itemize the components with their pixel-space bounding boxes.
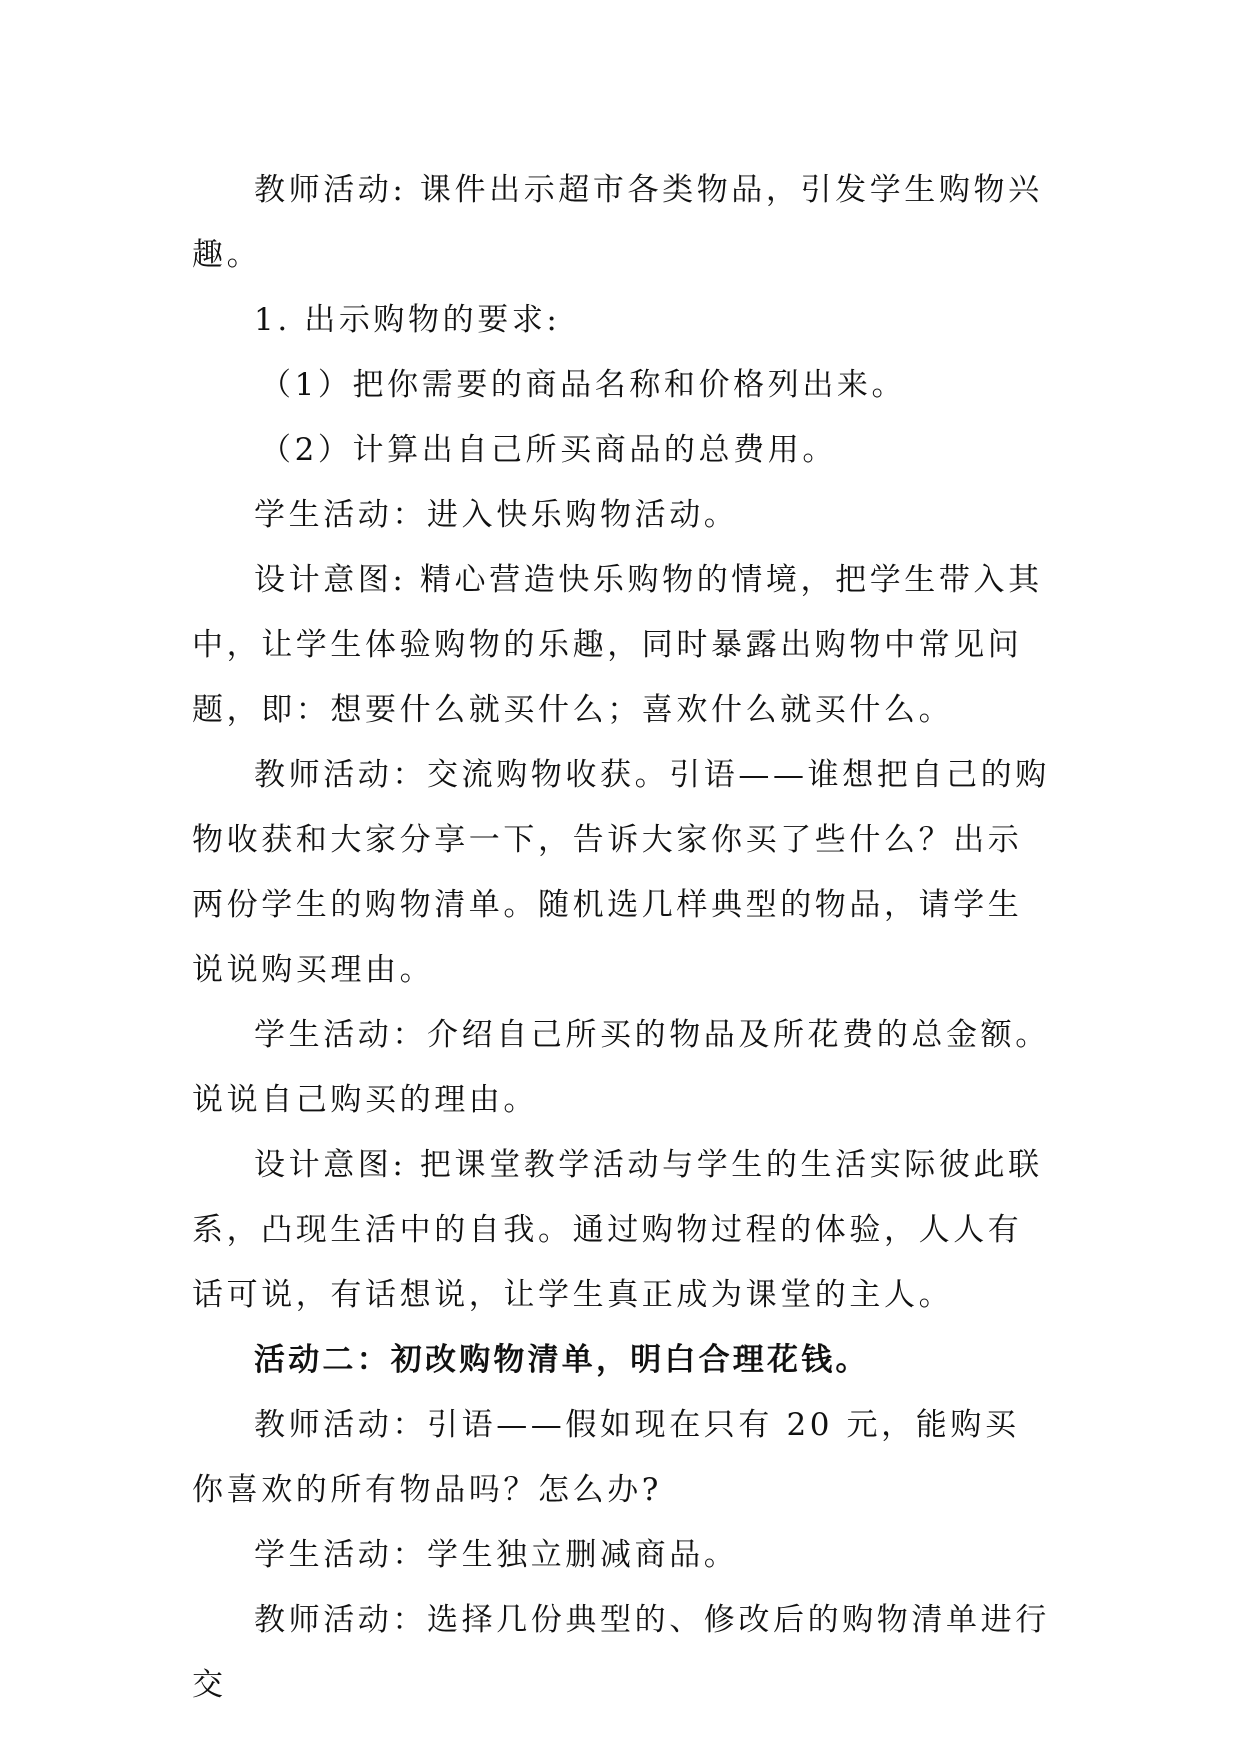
paragraph-student-activity-3: 学生活动：学生独立删减商品。 — [254, 1537, 739, 1573]
paragraph-teacher-activity-3: 教师活动：引语——假如现在只有 20 元，能购买你喜欢的所有物品吗？怎么办? — [192, 1407, 1020, 1508]
paragraph-teacher-activity-1: 教师活动: 课件出示超市各类物品，引发学生购物兴趣。 — [192, 172, 1043, 273]
paragraph-design-intent-1: 设计意图: 精心营造快乐购物的情境，把学生带入其中，让学生体验购物的乐趣，同时暴露出购物中常见问题，即：想要什么就买什么；喜欢什么就买什么。 — [192, 562, 1043, 728]
paragraph-sub-item-2: （2）计算出自己所买商品的总费用。 — [260, 432, 837, 468]
section-heading-activity-two: 活动二：初改购物清单，明白合理花钱。 — [254, 1342, 870, 1378]
paragraph-design-intent-2: 设计意图: 把课堂教学活动与学生的生活实际彼此联系，凸现生活中的自我。通过购物过程的体验，人人有话可说，有话想说，让学生真正成为课堂的主人。 — [192, 1147, 1043, 1313]
paragraph-teacher-activity-4: 教师活动：选择几份典型的、修改后的购物清单进行交 — [192, 1602, 1050, 1703]
document-body — [192, 158, 1054, 1718]
paragraph-teacher-activity-2: 教师活动：交流购物收获。引语——谁想把自己的购物收获和大家分享一下，告诉大家你买了些什么？出示两份学生的购物清单。随机选几样典型的物品，请学生说说购买理由。 — [192, 757, 1050, 988]
paragraph-sub-item-1: （1）把你需要的商品名称和价格列出来。 — [260, 367, 907, 403]
paragraph-student-activity-2: 学生活动：介绍自己所买的物品及所花费的总金额。说说自己购买的理由。 — [192, 1017, 1050, 1118]
paragraph-student-activity-1: 学生活动：进入快乐购物活动。 — [254, 497, 739, 533]
paragraph-list-item-1: 1. 出示购物的要求: — [254, 302, 561, 338]
